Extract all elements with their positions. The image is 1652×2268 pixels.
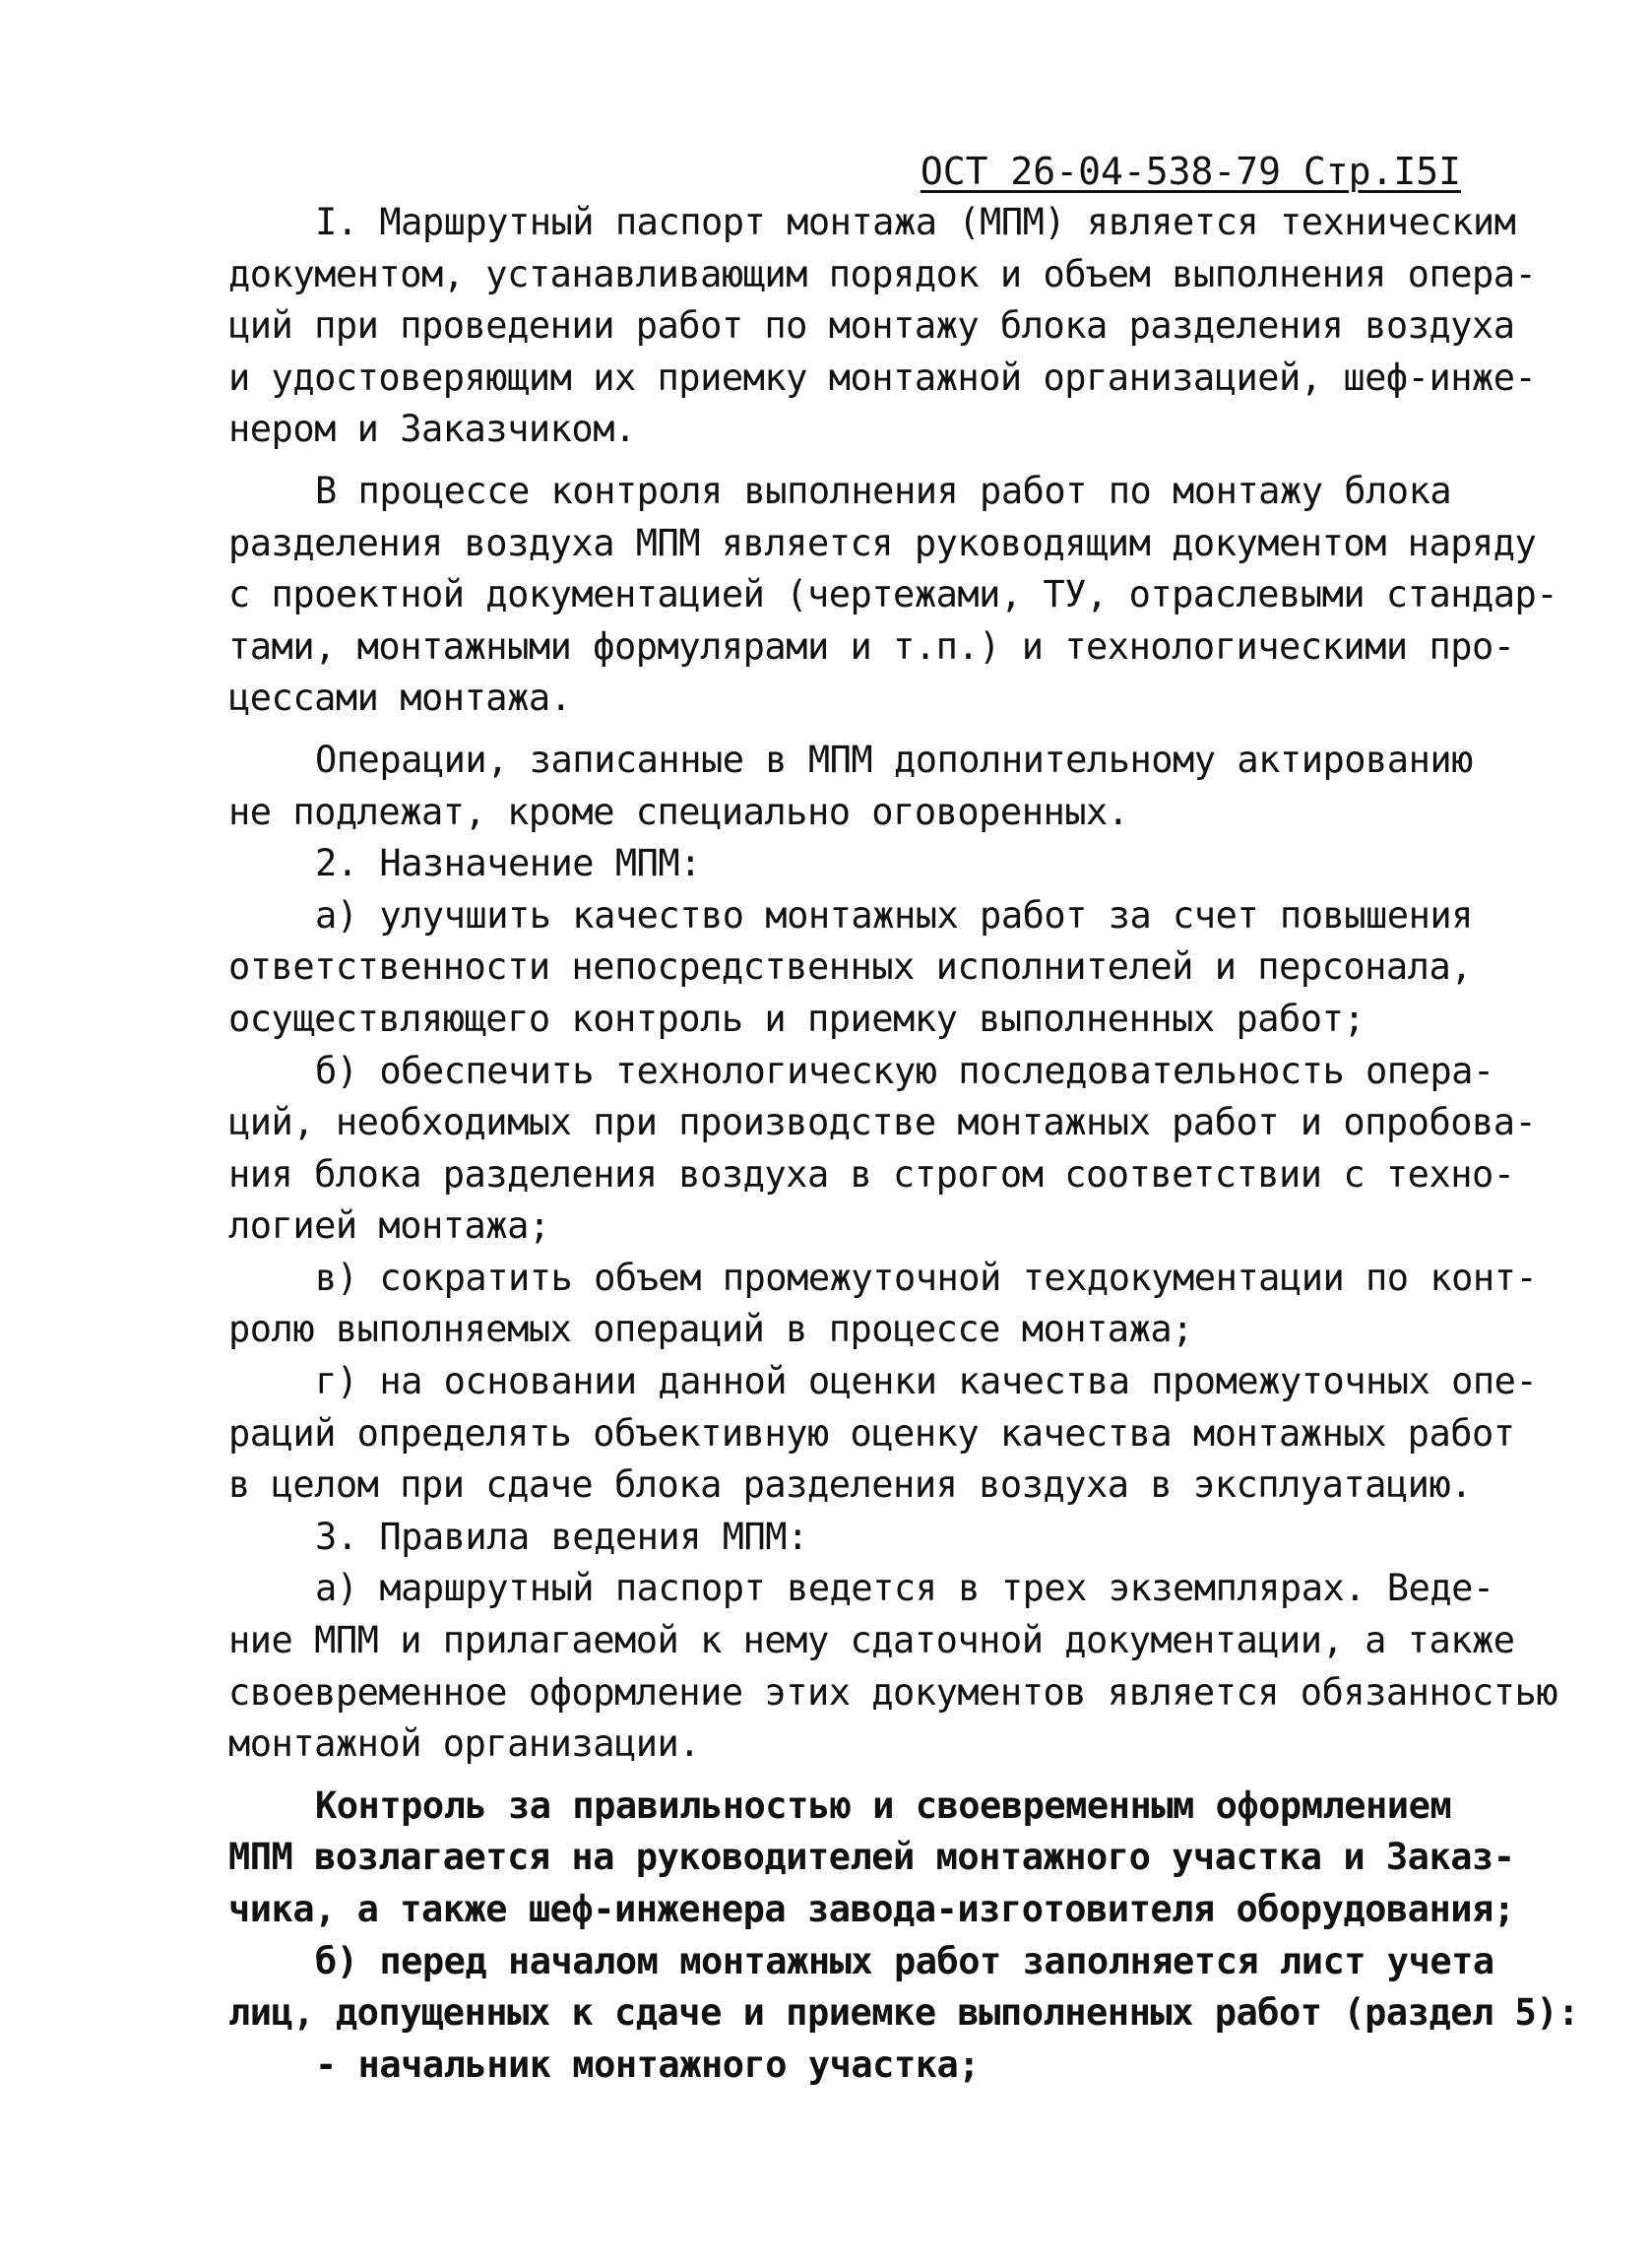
paragraph-2-line-3: с проектной документацией (чертежами, ТУ, отраслевыми стандар- <box>228 573 1558 616</box>
paragraph-1-line-1: I. Маршрутный паспорт монтажа (МПМ) является техническим <box>315 201 1516 243</box>
item-3a-line-2: ние МПМ и прилагаемой к нему сдаточной документации, а также <box>228 1619 1515 1662</box>
item-2b-line-2: ций, необходимых при производстве монтажных работ и опробова- <box>228 1101 1537 1144</box>
document-header: ОСТ 26-04-538-79 Стр.I5I <box>920 150 1461 193</box>
paragraph-3-line-2: не подлежат, кроме специально оговоренных. <box>228 790 1129 833</box>
section-3-heading: 3. Правила ведения МПМ: <box>315 1515 808 1558</box>
item-3b-line-1: б) перед началом монтажных работ заполняется лист учета <box>315 1939 1494 1982</box>
item-2d-line-2: раций определять объективную оценку качества монтажных работ <box>228 1411 1515 1455</box>
item-2b-line-4: логией монтажа; <box>228 1204 550 1248</box>
paragraph-control-line-1: Контроль за правильностью и своевременным оформлением <box>315 1783 1452 1827</box>
section-2-heading: 2. Назначение МПМ: <box>315 842 701 885</box>
item-2d-line-1: г) на основании данной оценки качества промежуточных опе- <box>315 1360 1538 1403</box>
item-2b-line-3: ния блока разделения воздуха в строгом соответствии с техно- <box>228 1152 1515 1196</box>
item-2a-line-3: осуществляющего контроль и приемку выполненных работ; <box>228 997 1366 1040</box>
item-3a-line-3: своевременное оформление этих документов является обязанностью <box>228 1670 1558 1714</box>
item-3b-list-entry: - начальник монтажного участка; <box>315 2042 981 2086</box>
item-2d-line-3: в целом при сдаче блока разделения воздуха в эксплуатацию. <box>228 1463 1473 1507</box>
paragraph-2-line-5: цессами монтажа. <box>228 677 572 720</box>
item-2a-line-2: ответственности непосредственных исполнителей и персонала, <box>228 945 1473 989</box>
paragraph-control-line-2: МПМ возлагается на руководителей монтажного участка и Заказ- <box>228 1836 1515 1879</box>
paragraph-1-line-2: документом, устанавливающим порядок и объем выполнения опера- <box>228 252 1537 295</box>
paragraph-2-line-1: В процессе контроля выполнения работ по монтажу блока <box>315 469 1452 512</box>
paragraph-1-line-5: нером и Заказчиком. <box>228 408 636 451</box>
item-3a-line-4: монтажной организации. <box>228 1722 701 1766</box>
paragraph-1-line-4: и удостоверяющим их приемку монтажной организацией, шеф-инже- <box>228 356 1537 399</box>
paragraph-2-line-2: разделения воздуха МПМ является руководящим документом наряду <box>228 521 1537 564</box>
item-2c-line-2: ролю выполняемых операций в процессе монтажа; <box>228 1308 1193 1351</box>
item-3b-line-2: лиц, допущенных к сдаче и приемке выполненных работ (раздел 5): <box>228 1991 1579 2035</box>
item-2b-line-1: б) обеспечить технологическую последовательность опера- <box>315 1049 1494 1092</box>
item-2c-line-1: в) сократить объем промежуточной техдокументации по конт- <box>315 1256 1538 1299</box>
item-3a-line-1: а) маршрутный паспорт ведется в трех экземплярах. Веде- <box>315 1567 1494 1610</box>
paragraph-3-line-1: Операции, записанные в МПМ дополнительному актированию <box>315 738 1473 781</box>
item-2a-line-1: а) улучшить качество монтажных работ за счет повышения <box>315 893 1473 937</box>
paragraph-control-line-3: чика, а также шеф-инженера завода-изготовителя оборудования; <box>228 1888 1515 1930</box>
paragraph-2-line-4: тами, монтажными формулярами и т.п.) и технологическими про- <box>228 624 1515 668</box>
document-body <box>228 197 1579 2091</box>
paragraph-1-line-3: ций при проведении работ по монтажу блока разделения воздуха <box>228 304 1515 348</box>
